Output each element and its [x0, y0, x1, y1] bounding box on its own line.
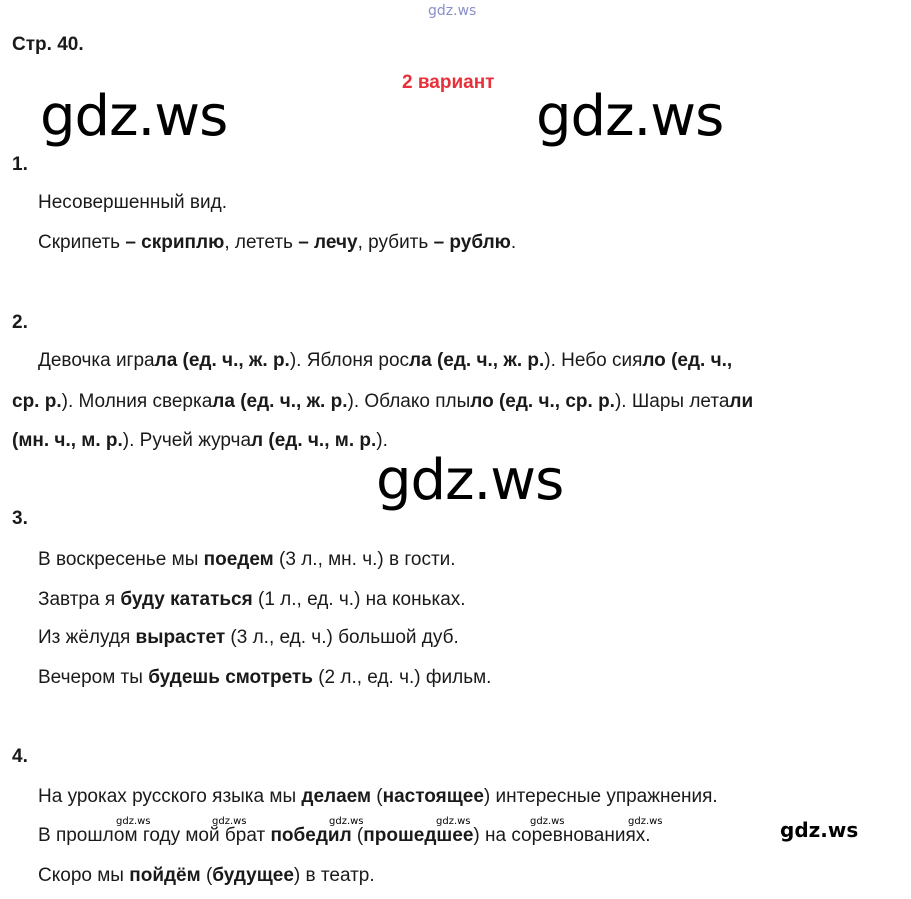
watermark-big-right: gdz.ws — [536, 84, 724, 149]
watermark-big-center: gdz.ws — [376, 448, 564, 513]
page-label: Стр. 40. — [12, 34, 84, 55]
task-1-number: 1. — [12, 154, 28, 175]
task-3-line-1: В воскресенье мы поедем (3 л., мн. ч.) в гости. — [38, 549, 456, 570]
watermark-small-5: gdz.ws — [530, 816, 565, 827]
watermark-small-3: gdz.ws — [329, 816, 364, 827]
task-2-line-1: Девочка играла (ед. ч., ж. р.). Яблоня росла (ед. ч., ж. р.). Небо сияло (ед. ч., — [38, 350, 733, 371]
task-3-line-4: Вечером ты будешь смотреть (2 л., ед. ч.) фильм. — [38, 667, 492, 688]
watermark-small-2: gdz.ws — [212, 816, 247, 827]
task-3-line-2: Завтра я буду кататься (1 л., ед. ч.) на коньках. — [38, 589, 466, 610]
task-4-line-1: На уроках русского языка мы делаем (настоящее) интересные упражнения. — [38, 786, 718, 807]
task-4-line-2: В прошлом году мой брат победил (прошедшее) на соревнованиях. — [38, 825, 651, 846]
task-4-number: 4. — [12, 746, 28, 767]
task-2-number: 2. — [12, 312, 28, 333]
task-3-line-3: Из жёлудя вырастет (3 л., ед. ч.) большой дуб. — [38, 627, 459, 648]
watermark-small-4: gdz.ws — [436, 816, 471, 827]
task-1-line-2: Скрипеть – скриплю, лететь – лечу, рубить – рублю. — [38, 232, 517, 253]
task-3-number: 3. — [12, 508, 28, 529]
watermark-bottom-right: gdz.ws — [780, 818, 859, 842]
task-2-line-2: ср. р.). Молния сверкала (ед. ч., ж. р.). Облако плыло (ед. ч., ср. р.). Шары летали — [12, 391, 754, 412]
variant-title: 2 вариант — [402, 72, 495, 93]
watermark-big-left: gdz.ws — [40, 84, 228, 149]
watermark-small-6: gdz.ws — [628, 816, 663, 827]
watermark-small-1: gdz.ws — [116, 816, 151, 827]
watermark-top: gdz.ws — [428, 3, 477, 19]
task-1-line-1: Несовершенный вид. — [38, 192, 227, 213]
task-2-line-3: (мн. ч., м. р.). Ручей журчал (ед. ч., м. р.). — [12, 430, 388, 451]
task-4-line-3: Скоро мы пойдём (будущее) в театр. — [38, 865, 375, 886]
